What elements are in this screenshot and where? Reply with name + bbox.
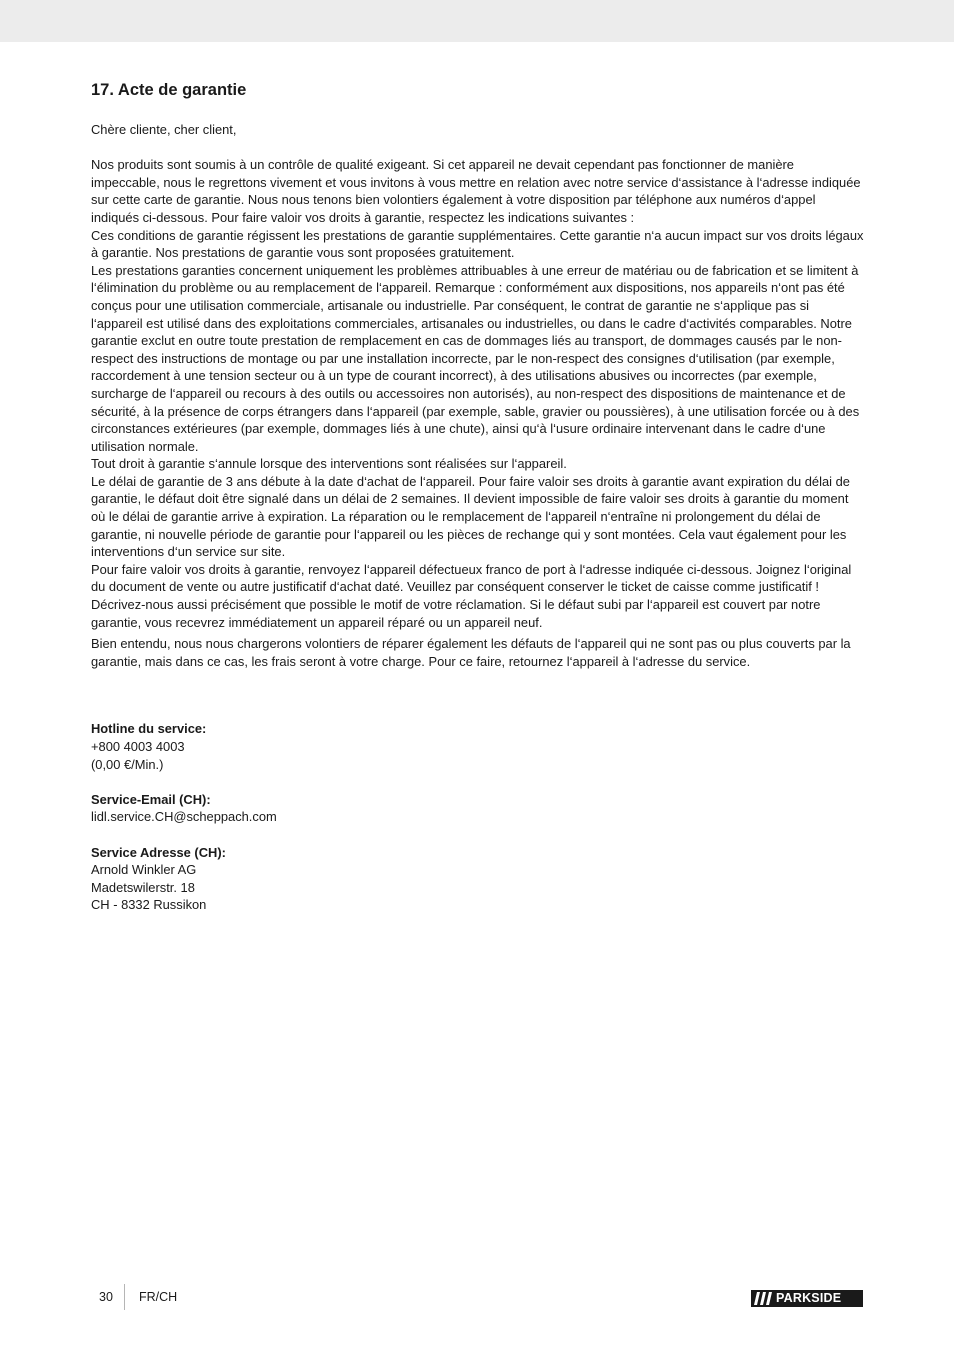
logo-stripes-icon: [753, 1290, 775, 1307]
paragraph-quality: Nos produits sont soumis à un contrôle de qualité exigeant. Si cet appareil ne devait cependant pas fonctionner de manière impeccable, nous le regrettons vivement et vous invitons à vous mettre en relation avec notre service d‘assistance à l‘adresse indiquée sur cette carte de garantie. Nous nous tenons bien volontiers également à votre disposition par téléphone aux numéros d‘appel indiqués ci-dessous. Pour faire valoir vos droits à garantie, respectez les indications suivantes :: [91, 157, 861, 225]
page-content: [91, 78, 864, 932]
email-address: lidl.service.CH@scheppach.com: [91, 809, 277, 825]
page-number: 30: [99, 1290, 113, 1304]
logo-text: PARKSIDE: [776, 1291, 842, 1305]
parkside-logo: [751, 1290, 863, 1307]
address-label: Service Adresse (CH):: [91, 844, 226, 860]
greeting: Chère cliente, cher client,: [91, 122, 237, 137]
address-company: Arnold Winkler AG: [91, 862, 197, 878]
address-block: [91, 844, 864, 914]
top-band: [0, 0, 954, 42]
hotline-label: Hotline du service:: [91, 721, 207, 737]
paragraph-period: Le délai de garantie de 3 ans débute à la date d‘achat de l‘appareil. Pour faire valoir ses droits à garantie avant expiration du délai de garantie, le défaut doit être signalé dans un délai de 2 semaines. Il devient impossible de faire valoir ses droits à garantie du moment où le délai de garantie arrive à expiration. La réparation ou le remplacement de l‘appareil n‘entraîne ni prolongement du délai de garantie, ni nouvelle période de garantie pour l‘appareil ou les pièces de rechange qui y sont montées. Cela vaut également pour les interventions d‘un service sur site.: [91, 473, 850, 560]
language-code: FR/CH: [139, 1290, 178, 1304]
paragraph-repair: Bien entendu, nous nous chargerons volontiers de réparer également les défauts de l‘appareil qui ne sont pas ou plus couverts par la garantie, mais dans ce cas, les frais seront à votre charge. Pour ce faire, retournez l‘appareil à l‘adresse du service.: [91, 636, 851, 669]
address-street: Madetswilerstr. 18: [91, 879, 195, 895]
paragraph-claim: Pour faire valoir vos droits à garantie, renvoyez l‘appareil défectueux franco de port à l‘adresse indiquée ci-dessous. Joignez l‘original du document de vente ou autre justificatif d‘achat daté. Veuillez par conséquent conserver le ticket de caisse comme justificatif ! Décrivez-nous aussi précisément que possible le motif de votre réclamation. Si le défaut subi par l‘appareil est couvert par notre garantie, vous recevrez immédiatement un appareil réparé ou un appareil neuf.: [91, 561, 852, 630]
hotline-block: [91, 720, 864, 773]
contacts: [91, 720, 864, 914]
section-title: 17. Acte de garantie: [91, 81, 247, 99]
paragraph-coverage: Les prestations garanties concernent uniquement les problèmes attribuables à une erreur de matériau ou de fabrication et se limitent à l‘élimination du problème ou au remplacement de l‘appareil. Remarque : conformément aux dispositions, nos appareils n‘ont pas été conçus pour une utilisation commerciale, artisanale ou industrielle. Par conséquent, le contrat de garantie ne s‘applique pas si l‘appareil est utilisé dans des exploitations commerciales, artisanales ou industrielles, ou dans le cadre d‘activités comparables. Notre garantie exclut en outre toute prestation de remplacement en cas de dommages liés au transport, de dommages causés par le non-respect des instructions de montage ou par une installation incorrecte, par le non-respect des consignes d‘utilisation (par exemple, raccordement à une tension secteur ou à un type de courant incorrect), à des utilisations abusives ou incorrectes (par exemple, surcharge de l‘appareil ou recours à des outils ou accessoires non autorisés), au non-respect des dispositions de maintenance et de sécurité, à la présence de corps étrangers dans l‘appareil (par exemple, sable, gravier ou poussières), à une utilisation forcée ou à des circonstances extérieures (par exemple, dommages liés à une chute), ainsi qu‘à l‘usure ordinaire intervenant dans le cadre d‘une utilisation normale.: [91, 262, 860, 454]
paragraph-conditions: Ces conditions de garantie régissent les prestations de garantie supplémentaires. Cette garantie n‘a aucun impact sur vos droits légaux à garantie. Nos prestations de garantie vous sont proposées gratuitement.: [91, 227, 864, 261]
warranty-text: [91, 121, 864, 670]
hotline-phone: +800 4003 4003: [91, 739, 185, 754]
address-city: CH - 8332 Russikon: [91, 897, 207, 913]
email-block: [91, 791, 864, 826]
email-label: Service-Email (CH):: [91, 791, 211, 807]
footer-divider: [124, 1284, 125, 1310]
paragraph-interventions: Tout droit à garantie s‘annule lorsque des interventions sont réalisées sur l‘appareil.: [91, 456, 567, 472]
hotline-rate: (0,00 €/Min.): [91, 756, 164, 772]
